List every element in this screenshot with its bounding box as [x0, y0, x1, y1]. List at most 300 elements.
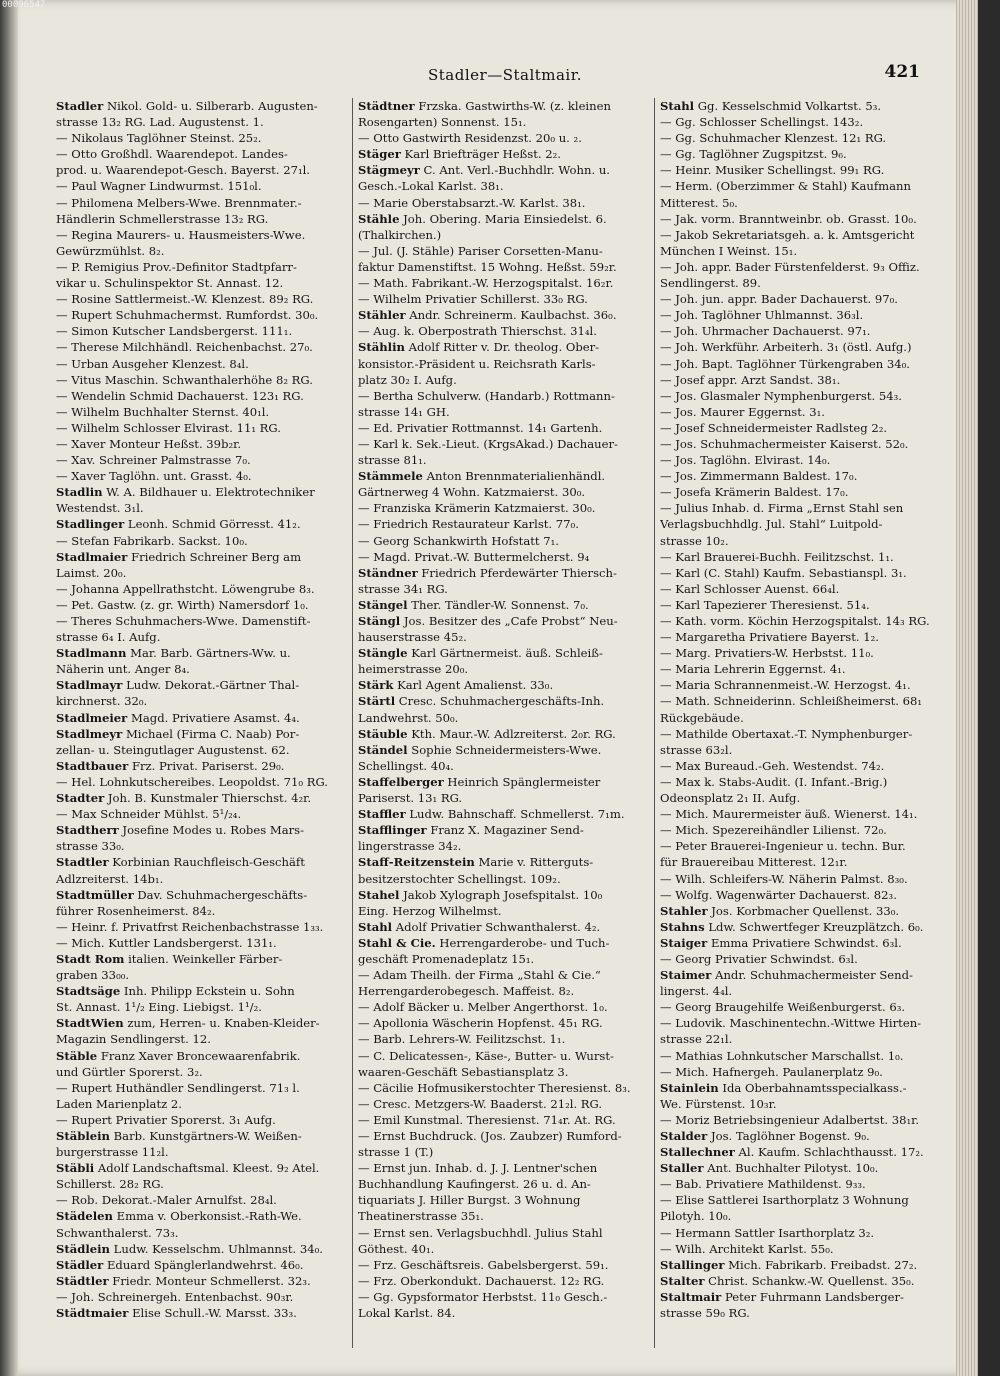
entry-text: — Stefan Fabrikarb. Sackst. 10₀.	[56, 533, 248, 548]
entry-text: — Joh. Taglöhner Uhlmannst. 36₃l.	[660, 308, 864, 323]
entry-text: — Gg. Gypsformator Herbstst. 11₀ Gesch.-	[358, 1289, 608, 1304]
entry-surname: Stählin	[358, 340, 405, 355]
entry-text: — Frz. Geschäftsreis. Gabelsbergerst. 59₁.	[358, 1257, 609, 1272]
directory-entry	[358, 420, 648, 436]
directory-entry	[56, 1144, 346, 1160]
entry-text: Ludw. Kesselschm. Uhlmannst. 34₀.	[113, 1241, 323, 1256]
directory-entry	[358, 1015, 648, 1031]
entry-text: — Wendelin Schmid Dachauerst. 123₁ RG.	[56, 388, 304, 403]
entry-text: strasse 13₂ RG. Lad. Augustenst. 1.	[56, 115, 264, 130]
directory-entry	[56, 1160, 346, 1176]
directory-entry	[660, 1208, 950, 1224]
entry-text: — Rupert Privatier Sporerst. 3₁ Aufg.	[56, 1112, 276, 1127]
entry-text: Laden Marienplatz 2.	[56, 1096, 182, 1111]
directory-entry	[358, 516, 648, 532]
directory-entry	[56, 130, 346, 146]
directory-entry	[660, 1176, 950, 1192]
directory-entry	[660, 436, 950, 452]
directory-entry	[660, 774, 950, 790]
directory-entry	[56, 1208, 346, 1224]
entry-surname: Städlein	[56, 1241, 110, 1256]
entry-text: Laimst. 20₀.	[56, 565, 127, 580]
directory-entry	[660, 806, 950, 822]
entry-text: — Apollonia Wäscherin Hopfenst. 45₁ RG.	[358, 1016, 603, 1031]
directory-entry	[660, 420, 950, 436]
directory-entry	[660, 195, 950, 211]
directory-entry	[660, 404, 950, 420]
entry-text: Elise Schull.-W. Marsst. 33₃.	[132, 1306, 297, 1321]
entry-surname: Stadtsäge	[56, 984, 121, 999]
entry-text: Karl Briefträger Heßst. 2₂.	[404, 147, 561, 162]
column-1	[56, 98, 346, 1358]
entry-text: — Jakob Sekretariatsgeh. a. k. Amtsgericht	[660, 227, 915, 242]
entry-text: Landwehrst. 50₀.	[358, 710, 459, 725]
directory-entry	[660, 742, 950, 758]
directory-entry	[358, 1225, 648, 1241]
directory-entry	[358, 549, 648, 565]
entry-text: prod. u. Waarendepot-Gesch. Bayerst. 27₁l.	[56, 163, 310, 178]
entry-text: — Xav. Schreiner Palmstrasse 7₀.	[56, 453, 251, 468]
entry-text: — Karl Brauerei-Buchh. Feilitzschst. 1₁.	[660, 549, 894, 564]
entry-text: strasse 6₄ I. Aufg.	[56, 630, 161, 645]
entry-text: München I Weinst. 15₁.	[660, 243, 798, 258]
directory-entry	[56, 533, 346, 549]
directory-entry	[56, 388, 346, 404]
directory-entry	[56, 484, 346, 500]
entry-surname: Stalter	[660, 1273, 705, 1288]
directory-entry	[358, 613, 648, 629]
directory-entry	[660, 903, 950, 919]
directory-entry	[660, 1112, 950, 1128]
entry-columns	[56, 98, 946, 1358]
entry-text: — Franziska Krämerin Katzmaierst. 30₀.	[358, 501, 596, 516]
directory-entry	[56, 629, 346, 645]
entry-text: Ludw. Dekorat.-Gärtner Thal-	[126, 678, 300, 693]
entry-text: — Georg Privatier Schwindst. 6₃l.	[660, 951, 858, 966]
directory-entry	[358, 1031, 648, 1047]
column-2	[358, 98, 648, 1358]
directory-entry	[56, 1064, 346, 1080]
directory-entry	[56, 1273, 346, 1289]
entry-text: Adolf Ritter v. Dr. theolog. Ober-	[408, 340, 600, 355]
directory-entry	[56, 420, 346, 436]
entry-text: hauserstrasse 45₂.	[358, 630, 467, 645]
entry-text: Josefine Modes u. Robes Mars-	[122, 823, 305, 838]
entry-surname: Stäblein	[56, 1129, 110, 1143]
entry-text: Karl Agent Amalienst. 33₀.	[397, 678, 554, 693]
directory-entry	[56, 726, 346, 742]
directory-entry	[56, 323, 346, 339]
entry-surname: Stahl	[358, 919, 393, 934]
directory-entry	[358, 967, 648, 983]
directory-entry	[56, 967, 346, 983]
entry-text: Frz. Privat. Pariserst. 29₀.	[131, 758, 285, 773]
entry-text: — Mich. Hafnergeh. Paulanerplatz 9₀.	[660, 1064, 883, 1079]
entry-text: — Hermann Sattler Isarthorplatz 3₂.	[660, 1225, 875, 1240]
entry-text: — Simon Kutscher Landsbergerst. 111₁.	[56, 324, 293, 339]
entry-surname: Stängle	[358, 646, 408, 661]
directory-entry	[358, 871, 648, 887]
directory-entry	[358, 130, 648, 146]
directory-entry	[660, 388, 950, 404]
directory-entry	[660, 935, 950, 951]
entry-text: — Bertha Schulverw. (Handarb.) Rottmann-	[358, 388, 615, 403]
directory-entry	[358, 1080, 648, 1096]
directory-entry	[660, 822, 950, 838]
directory-entry	[660, 146, 950, 162]
directory-entry	[358, 903, 648, 919]
directory-entry	[358, 774, 648, 790]
entry-text: — Josef Schneidermeister Radlsteg 2₂.	[660, 420, 888, 435]
entry-surname: StadtWien	[56, 1016, 124, 1031]
entry-surname: Stadlin	[56, 485, 103, 500]
directory-entry	[56, 1241, 346, 1257]
entry-text: — Joh. Uhrmacher Dachauerst. 97₁.	[660, 324, 871, 339]
directory-entry	[56, 693, 346, 709]
directory-entry	[56, 1015, 346, 1031]
directory-entry	[358, 581, 648, 597]
entry-text: — Wilh. Schleifers-W. Näherin Palmst. 8₃₀.	[660, 871, 908, 886]
directory-entry	[56, 1112, 346, 1128]
directory-entry	[358, 404, 648, 420]
directory-entry	[358, 259, 648, 275]
entry-text: besitzerstochter Schellingst. 109₂.	[358, 871, 561, 886]
entry-text: — Jos. Schuhmachermeister Kaiserst. 52₀.	[660, 436, 909, 451]
directory-entry	[358, 758, 648, 774]
entry-text: — Ernst sen. Verlagsbuchhdl. Julius Stahl	[358, 1225, 603, 1240]
directory-entry	[56, 645, 346, 661]
entry-text: Emma Privatiere Schwindst. 6₃l.	[710, 935, 902, 950]
entry-text: heimerstrasse 20₀.	[358, 662, 469, 677]
entry-surname: Stahns	[660, 919, 705, 934]
entry-text: — Ernst Buchdruck. (Jos. Zaubzer) Rumford-	[358, 1129, 622, 1143]
entry-text: Peter Fuhrmann Landsberger-	[724, 1289, 904, 1304]
entry-text: — Max Bureaud.-Geh. Westendst. 74₂.	[660, 758, 885, 773]
directory-entry	[660, 693, 950, 709]
directory-entry	[660, 629, 950, 645]
entry-text: — Adolf Bäcker u. Melber Angerthorst. 1₀.	[358, 1000, 608, 1015]
entry-text: — Ed. Privatier Rottmannst. 14₁ Gartenh.	[358, 420, 603, 435]
directory-entry	[660, 1031, 950, 1047]
entry-text: — Friedrich Restaurateur Karlst. 77₀.	[358, 517, 579, 532]
directory-entry	[660, 452, 950, 468]
entry-text: — Jos. Taglöhn. Elvirast. 14₀.	[660, 453, 831, 468]
entry-surname: Stäuble	[358, 726, 408, 741]
entry-text: graben 33₀₀.	[56, 968, 130, 983]
entry-text: — Heinr. Musiker Schellingst. 99₁ RG.	[660, 163, 885, 178]
entry-text: Pilotyh. 10₀.	[660, 1209, 732, 1224]
directory-entry	[660, 162, 950, 178]
entry-surname: Staff-Reitzenstein	[358, 855, 475, 870]
entry-text: (Thalkirchen.)	[358, 227, 442, 242]
directory-entry	[56, 178, 346, 194]
directory-entry	[56, 983, 346, 999]
entry-text: Mich. Fabrikarb. Freibadst. 27₂.	[728, 1257, 918, 1272]
entry-text: — Bab. Privatiere Mathildenst. 9₃₃.	[660, 1177, 866, 1192]
directory-entry	[358, 726, 648, 742]
directory-entry	[660, 130, 950, 146]
entry-text: Theatinerstrasse 35₁.	[358, 1209, 484, 1224]
entry-text: — Regina Maurers- u. Hausmeisters-Wwe.	[56, 227, 306, 242]
entry-text: — Theres Schuhmachers-Wwe. Damenstift-	[56, 614, 311, 628]
directory-entry	[56, 597, 346, 613]
directory-entry	[56, 1096, 346, 1112]
entry-text: — Rosine Sattlermeist.-W. Klenzest. 89₂ RG.	[56, 292, 314, 307]
entry-surname: Stadlinger	[56, 517, 125, 532]
entry-text: Gesch.-Lokal Karlst. 38₁.	[358, 179, 504, 194]
directory-entry	[56, 951, 346, 967]
entry-text: — Joh. Werkführ. Arbeiterh. 3₁ (östl. Aufg.)	[660, 340, 912, 355]
entry-surname: Stainlein	[660, 1080, 719, 1095]
directory-entry	[358, 178, 648, 194]
directory-entry	[358, 468, 648, 484]
directory-entry	[56, 838, 346, 854]
entry-text: strasse 14₁ GH.	[358, 404, 450, 419]
directory-entry	[660, 1015, 950, 1031]
entry-text: — Joh. Bapt. Taglöhner Türkengraben 34₀.	[660, 356, 910, 371]
directory-entry	[358, 1257, 648, 1273]
directory-entry	[358, 565, 648, 581]
directory-entry	[56, 758, 346, 774]
directory-entry	[660, 1160, 950, 1176]
entry-text: Mitterest. 5₀.	[660, 195, 738, 210]
entry-text: Jos. Taglöhner Bogenst. 9₀.	[710, 1129, 870, 1143]
entry-text: — Cäcilie Hofmusikerstochter Theresienst. 8₃.	[358, 1080, 631, 1095]
entry-text: Friedr. Monteur Schmellerst. 32₃.	[112, 1273, 311, 1288]
entry-text: Christ. Schankw.-W. Quellenst. 35₀.	[708, 1273, 915, 1288]
entry-text: strasse 22₁l.	[660, 1032, 733, 1047]
entry-text: Nikol. Gold- u. Silberarb. Augusten-	[106, 99, 318, 113]
directory-entry	[358, 98, 648, 114]
entry-text: Magd. Privatiere Asamst. 4₄.	[130, 710, 300, 725]
directory-entry	[358, 484, 648, 500]
entry-text: Buchhandlung Kaufingerst. 26 u. d. An-	[358, 1177, 591, 1192]
entry-text: Herrengarderobe- und Tuch-	[439, 935, 610, 950]
entry-surname: Stängel	[358, 597, 408, 612]
directory-entry	[56, 307, 346, 323]
entry-text: — Ernst jun. Inhab. d. J. J. Lentner'schen	[358, 1161, 598, 1176]
directory-entry	[358, 1176, 648, 1192]
directory-entry	[660, 951, 950, 967]
entry-text: — Otto Gastwirth Residenzst. 20₀ u. ₂.	[358, 131, 582, 146]
entry-surname: Stadlmeyr	[56, 726, 123, 741]
directory-entry	[56, 806, 346, 822]
entry-text: — Gg. Taglöhner Zugspitzst. 9₆.	[660, 147, 847, 162]
directory-entry	[358, 887, 648, 903]
directory-entry	[56, 1225, 346, 1241]
directory-entry	[358, 693, 648, 709]
entry-text: Dav. Schuhmachergeschäfts-	[137, 887, 308, 902]
directory-entry	[660, 645, 950, 661]
entry-text: — Therese Milchhändl. Reichenbachst. 27₀.	[56, 340, 313, 355]
entry-text: — Xaver Monteur Heßst. 39b₂r.	[56, 436, 242, 451]
directory-entry	[660, 1273, 950, 1289]
entry-text: Herrengarderobegesch. Maffeist. 8₂.	[358, 984, 575, 999]
entry-text: Jos. Korbmacher Quellenst. 33₀.	[711, 903, 900, 918]
entry-text: — P. Remigius Prov.-Definitor Stadtpfarr-	[56, 259, 297, 274]
entry-text: — Moriz Betriebsingenieur Adalbertst. 38₁r.	[660, 1112, 920, 1127]
entry-text: Sendlingerst. 89.	[660, 276, 761, 291]
directory-entry	[358, 806, 648, 822]
directory-entry	[358, 388, 648, 404]
directory-entry	[56, 356, 346, 372]
directory-entry	[358, 211, 648, 227]
entry-text: — Wilhelm Buchhalter Sternst. 40₁l.	[56, 404, 270, 419]
entry-text: Korbinian Rauchfleisch-Geschäft	[112, 855, 305, 870]
directory-entry	[660, 114, 950, 130]
directory-entry	[660, 500, 950, 516]
entry-text: strasse 81₁.	[358, 453, 427, 468]
entry-text: Pariserst. 13₁ RG.	[358, 791, 463, 806]
directory-entry	[660, 516, 950, 532]
entry-text: burgerstrasse 11₂l.	[56, 1145, 169, 1160]
entry-text: — Joh. Schreinergeh. Entenbachst. 90₃r.	[56, 1289, 294, 1304]
entry-text: Al. Kaufm. Schlachthausst. 17₂.	[738, 1145, 924, 1160]
entry-surname: Stadlmann	[56, 646, 127, 661]
entry-text: Göthest. 40₁.	[358, 1241, 435, 1256]
entry-text: strasse 33₀.	[56, 839, 125, 854]
directory-entry	[358, 1048, 648, 1064]
entry-text: Leonh. Schmid Görresst. 41₂.	[127, 517, 301, 532]
directory-entry	[660, 323, 950, 339]
directory-entry	[358, 951, 648, 967]
entry-surname: Staffelberger	[358, 774, 444, 789]
entry-text: waaren-Geschäft Sebastiansplatz 3.	[358, 1064, 569, 1079]
entry-text: — Barb. Lehrers-W. Feilitzschst. 1₁.	[358, 1032, 566, 1047]
entry-text: Ant. Buchhalter Pilotyst. 10₀.	[707, 1161, 879, 1176]
directory-entry	[56, 549, 346, 565]
directory-entry	[660, 356, 950, 372]
entry-surname: Städtler	[56, 1273, 109, 1288]
entry-text: faktur Damenstiftst. 15 Wohng. Heßst. 59₂r.	[358, 259, 617, 274]
entry-text: Franz X. Magaziner Send-	[430, 823, 584, 838]
column-3	[660, 98, 950, 1358]
entry-text: Andr. Schreinerm. Kaulbachst. 36₀.	[409, 308, 617, 323]
directory-entry	[56, 162, 346, 178]
directory-entry	[56, 935, 346, 951]
entry-text: Adlzreiterst. 14b₁.	[56, 871, 164, 886]
entry-text: — Jos. Zimmermann Baldest. 17₀.	[660, 469, 858, 484]
entry-text: Ldw. Schwertfeger Kreuzplätzch. 6₀.	[708, 919, 924, 934]
entry-text: — Mathias Lohnkutscher Marschallst. 1₀.	[660, 1048, 904, 1063]
directory-entry	[660, 178, 950, 194]
directory-entry	[56, 1305, 346, 1321]
entry-text: Händlerin Schmellerstrasse 13₂ RG.	[56, 211, 269, 226]
entry-text: strasse 63₂l.	[660, 742, 733, 757]
entry-text: — Josef appr. Arzt Sandst. 38₁.	[660, 372, 841, 387]
entry-text: Westendst. 3₁l.	[56, 501, 144, 516]
directory-entry	[56, 710, 346, 726]
entry-surname: Stafflinger	[358, 823, 427, 838]
directory-entry	[660, 1064, 950, 1080]
directory-entry	[56, 613, 346, 629]
entry-text: — Pet. Gastw. (z. gr. Wirth) Namersdorf 1₀.	[56, 597, 309, 612]
directory-entry	[56, 500, 346, 516]
entry-text: — Magd. Privat.-W. Buttermelcherst. 9₄	[358, 549, 590, 564]
directory-entry	[358, 790, 648, 806]
entry-text: Mar. Barb. Gärtners-Ww. u.	[130, 646, 291, 661]
directory-entry	[660, 1192, 950, 1208]
entry-text: Anton Brennmaterialienhändl.	[426, 469, 606, 484]
directory-entry	[56, 1257, 346, 1273]
entry-text: — Paul Wagner Lindwurmst. 151₀l.	[56, 179, 262, 194]
entry-surname: Ständel	[358, 742, 408, 757]
directory-entry	[358, 1064, 648, 1080]
entry-surname: Stalder	[660, 1129, 708, 1143]
entry-text: — C. Delicatessen-, Käse-, Butter- u. Wurst-	[358, 1048, 614, 1063]
directory-entry	[358, 661, 648, 677]
entry-text: — Jos. Maurer Eggernst. 3₁.	[660, 404, 825, 419]
entry-text: Cresc. Schuhmachergeschäfts-Inh.	[398, 694, 605, 709]
directory-entry	[56, 565, 346, 581]
entry-text: zellan- u. Steingutlager Augustenst. 62.	[56, 742, 290, 757]
entry-surname: Stängl	[358, 614, 401, 628]
directory-entry	[358, 372, 648, 388]
directory-entry	[56, 114, 346, 130]
directory-entry	[660, 1080, 950, 1096]
entry-surname: Städler	[56, 1257, 104, 1272]
entry-text: — Mich. Maurermeister äuß. Wienerst. 14₁.	[660, 807, 918, 822]
directory-entry	[660, 758, 950, 774]
directory-entry	[358, 195, 648, 211]
entry-text: — Jos. Glasmaler Nymphenburgerst. 54₃.	[660, 388, 902, 403]
entry-text: — Kath. vorm. Köchin Herzogspitalst. 14₃ RG.	[660, 614, 930, 628]
entry-surname: Städelen	[56, 1209, 113, 1224]
entry-text: — Urban Ausgeher Klenzest. 8₄l.	[56, 356, 249, 371]
entry-text: Joh. B. Kunstmaler Thierschst. 4₂r.	[107, 791, 312, 806]
directory-entry	[56, 887, 346, 903]
entry-text: — Jak. vorm. Branntweinbr. ob. Grasst. 10₀.	[660, 211, 917, 226]
entry-text: vikar u. Schulinspektor St. Annast. 12.	[56, 276, 284, 291]
entry-surname: Stadlmaier	[56, 549, 128, 564]
directory-entry	[660, 307, 950, 323]
directory-entry	[660, 275, 950, 291]
entry-text: — Heinr. f. Privatfrst Reichenbachstrasse 1₃₃.	[56, 919, 324, 934]
entry-text: St. Annast. 1¹/₂ Eing. Liebigst. 1¹/₂.	[56, 1000, 262, 1015]
entry-text: Sophie Schneidermeisters-Wwe.	[411, 742, 602, 757]
entry-surname: Staiger	[660, 935, 708, 950]
directory-entry	[660, 919, 950, 935]
entry-text: Eing. Herzog Wilhelmst.	[358, 903, 502, 918]
directory-entry	[56, 903, 346, 919]
directory-entry	[56, 1128, 346, 1144]
directory-entry	[56, 1289, 346, 1305]
directory-entry	[56, 581, 346, 597]
entry-surname: Stahl	[660, 99, 695, 113]
directory-entry	[660, 1048, 950, 1064]
directory-entry	[56, 1080, 346, 1096]
directory-entry	[56, 146, 346, 162]
directory-entry	[660, 1144, 950, 1160]
directory-page	[18, 0, 978, 1376]
directory-entry	[660, 1128, 950, 1144]
directory-entry	[358, 452, 648, 468]
directory-entry	[358, 146, 648, 162]
directory-entry	[660, 259, 950, 275]
directory-entry	[56, 516, 346, 532]
directory-entry	[660, 983, 950, 999]
entry-surname: Stadlmayr	[56, 678, 123, 693]
entry-text: Inh. Philipp Eckstein u. Sohn	[123, 984, 295, 999]
entry-surname: Stärtl	[358, 694, 396, 709]
entry-text: C. Ant. Verl.-Buchhdlr. Wohn. u.	[423, 163, 610, 178]
entry-surname: Stähler	[358, 308, 406, 323]
directory-entry	[660, 243, 950, 259]
directory-entry	[660, 613, 950, 629]
entry-text: Rückgebäude.	[660, 710, 744, 725]
directory-entry	[358, 822, 648, 838]
directory-entry	[358, 339, 648, 355]
